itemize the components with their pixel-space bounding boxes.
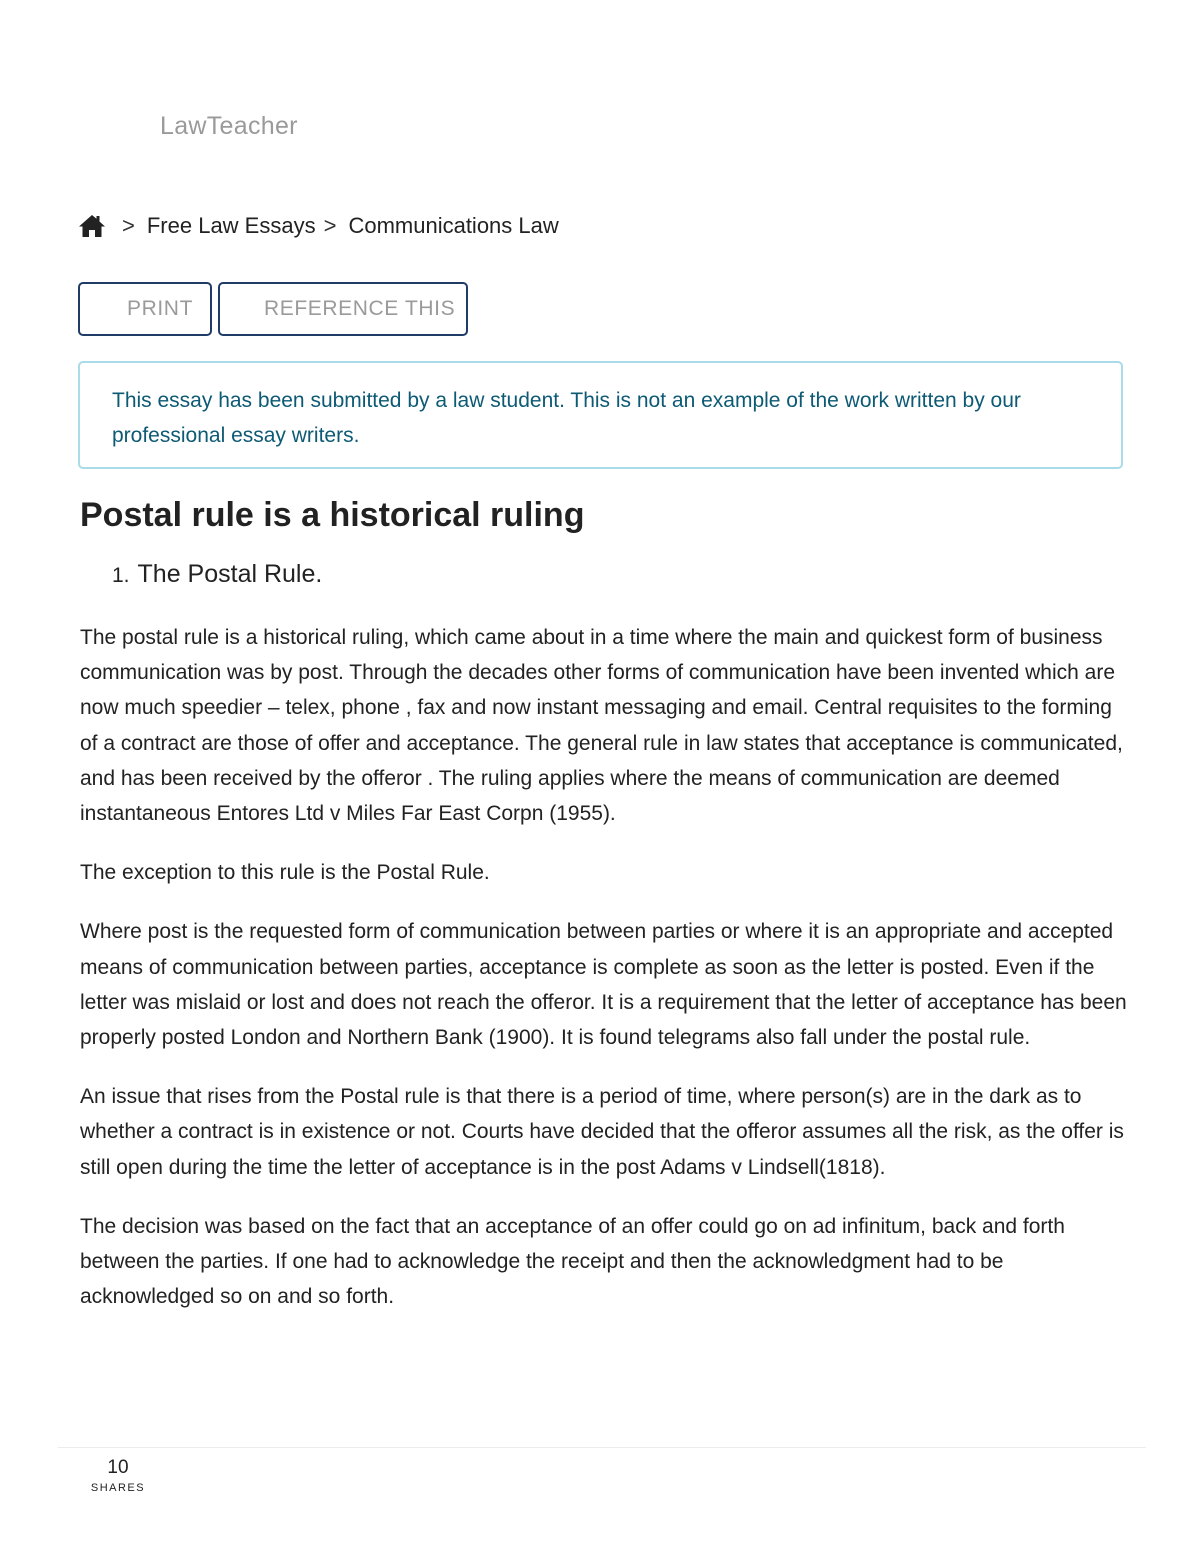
article-body [80, 620, 1130, 1338]
article-paragraph: The exception to this rule is the Postal Rule. [80, 861, 490, 885]
print-button[interactable]: PRINT [78, 282, 212, 336]
breadcrumb-free-law-essays[interactable]: Free Law Essays [146, 213, 316, 238]
student-submission-notice [78, 361, 1123, 469]
breadcrumb-separator: > [323, 213, 337, 238]
article-paragraph: An issue that rises from the Postal rule is that there is a period of time, where person(s) are in the dark as to whether a contract is in existence or not. Courts have decided that the offeror assumes all the risk, as the offer is still open during the time the letter of acceptance is in the post Adams v Lindsell(1818). [80, 1085, 1124, 1179]
breadcrumb [78, 212, 559, 240]
section-title: The Postal Rule. [137, 560, 323, 588]
article-paragraph: The postal rule is a historical ruling, which came about in a time where the main and quickest form of business communication was by post. Through the decades other forms of communication have been invented which are now much speedier – telex, phone , fax and now instant messaging and email. Central requisites to the forming of a contract are those of offer and acceptance. The general rule in law states that acceptance is communicated, and has been received by the offeror . The ruling applies where the means of communication are deemed instantaneous Entores Ltd v Miles Far East Corpn (1955). [80, 626, 1123, 826]
share-bar-divider [58, 1447, 1146, 1448]
notice-text: This essay has been submitted by a law student. This is not an example of the work written by our professional essay writers. [112, 389, 1021, 447]
home-icon[interactable] [78, 212, 106, 240]
breadcrumb-separator: > [122, 213, 135, 238]
share-count: 10 [107, 1457, 129, 1478]
section-heading [112, 560, 322, 589]
reference-this-button[interactable]: REFERENCE THIS [218, 282, 468, 336]
article-paragraph: Where post is the requested form of communication between parties or where it is an appropriate and accepted means of communication between parties, acceptance is complete as soon as the letter is posted. Even if the letter was mislaid or lost and does not reach the offeror. It is a requirement that the letter of acceptance has been properly posted London and Northern Bank (1900). It is found telegrams also fall under the postal rule. [80, 920, 1127, 1050]
site-logo[interactable]: LawTeacher [160, 112, 298, 140]
breadcrumb-communications-law[interactable]: Communications Law [348, 213, 559, 238]
share-label: SHARES [90, 1482, 146, 1494]
share-counter [88, 1456, 148, 1494]
article-paragraph: The decision was based on the fact that an acceptance of an offer could go on ad infinitum, back and forth between the parties. If one had to acknowledge the receipt and then the acknowledgment had to be acknowledged so on and so forth. [80, 1214, 1065, 1309]
section-number: 1. [112, 564, 130, 587]
page-title: Postal rule is a historical ruling [80, 496, 585, 534]
